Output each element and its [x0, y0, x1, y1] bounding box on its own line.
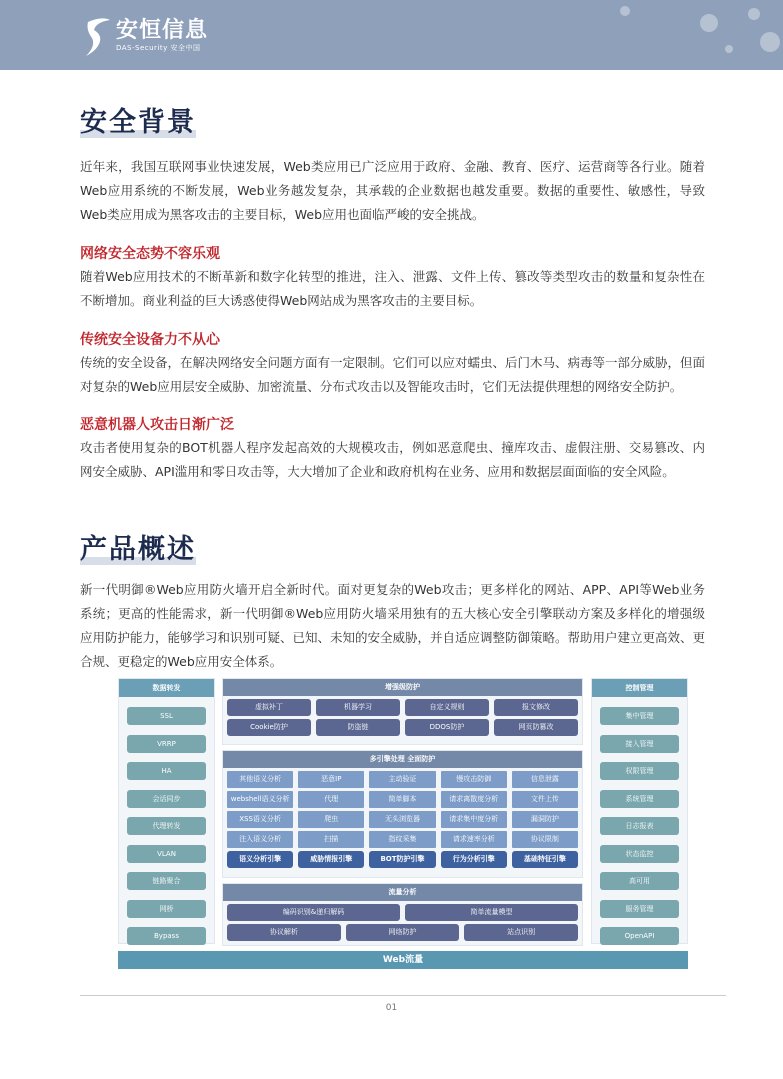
- engine-feature: 指纹采集: [369, 831, 435, 848]
- forwarding-item: Bypass: [127, 927, 206, 945]
- engine-feature: webshell语义分析: [227, 791, 293, 808]
- architecture-diagram: [118, 678, 688, 970]
- enhanced-item: 自定义规则: [405, 699, 489, 716]
- engine-feature: 信息泄露: [512, 771, 578, 788]
- enhanced-protection-box: [222, 678, 583, 745]
- management-item: 高可用: [600, 872, 679, 890]
- engine-feature: 协议限制: [512, 831, 578, 848]
- paragraph: 随着Web应用技术的不断革新和数字化转型的推进，注入、泄露、文件上传、篡改等类型攻击的数量和复杂性在不断增加。商业利益的巨大诱惑使得Web网站成为黑客攻击的主要目标。: [80, 269, 705, 308]
- flow-item: 简单流量模型: [405, 904, 578, 921]
- engine-feature: 请求离散度分析: [441, 791, 507, 808]
- engine-label: 威胁情报引擎: [298, 851, 364, 868]
- diagram-row: [223, 921, 582, 941]
- column-title: 控制管理: [592, 679, 687, 697]
- decor-bubble: [748, 8, 760, 20]
- enhanced-item: 报文修改: [494, 699, 578, 716]
- box-title: 多引擎处理 全面防护: [223, 751, 582, 768]
- page-header: [0, 0, 783, 70]
- engine-feature: 慢攻击防御: [441, 771, 507, 788]
- decor-bubble: [760, 32, 780, 52]
- background-intro: 近年来，我国互联网事业快速发展，Web类应用已广泛应用于政府、金融、教育、医疗、运营商等各行业。随着Web应用系统的不断发展，Web业务越发复杂，其承载的企业数据也越发重要。数据的重要性、敏感性，导致Web类应用成为黑客攻击的主要目标，Web应用也面临严峻的安全挑战。: [80, 159, 705, 222]
- diagram-row: [223, 828, 582, 848]
- enhanced-item: DDOS防护: [405, 719, 489, 736]
- forwarding-item: 代理转发: [127, 817, 206, 835]
- logo-text: 安恒信息: [116, 18, 209, 43]
- engine-feature: 注入语义分析: [227, 831, 293, 848]
- forwarding-item: 链路聚合: [127, 872, 206, 890]
- engine-feature: 恶意IP: [298, 771, 364, 788]
- subheading: 恶意机器人攻击日渐广泛: [80, 417, 234, 433]
- enhanced-item: 虚拟补丁: [227, 699, 311, 716]
- box-title: 增强级防护: [223, 679, 582, 696]
- flow-item: 网络防护: [346, 924, 460, 941]
- subheading: 传统安全设备力不从心: [80, 332, 220, 348]
- management-item: 权限管理: [600, 762, 679, 780]
- engine-feature: 无头浏览器: [369, 811, 435, 828]
- enhanced-item: Cookie防护: [227, 719, 311, 736]
- forwarding-item: VRRP: [127, 735, 206, 753]
- enhanced-item: 防盗链: [316, 719, 400, 736]
- engine-feature: 代理: [298, 791, 364, 808]
- page-number: 01: [385, 1003, 398, 1013]
- flow-item: 站点识别: [464, 924, 578, 941]
- engine-feature: 其他语义分析: [227, 771, 293, 788]
- diagram-row: [223, 808, 582, 828]
- management-item: 接入管理: [600, 735, 679, 753]
- logo-sub: 安全中国: [170, 44, 201, 52]
- enhanced-item: 机器学习: [316, 699, 400, 716]
- diagram-row: [223, 696, 582, 716]
- section-title-overview: 产品概述: [80, 527, 196, 566]
- logo-en: DAS-Security: [116, 44, 168, 52]
- management-item: 集中管理: [600, 707, 679, 725]
- forwarding-item: HA: [127, 762, 206, 780]
- management-item: 状态监控: [600, 845, 679, 863]
- control-management-column: [591, 678, 688, 944]
- engine-feature: 请求集中度分析: [441, 811, 507, 828]
- engine-label: 基础特征引擎: [512, 851, 578, 868]
- management-item: 服务管理: [600, 900, 679, 918]
- forwarding-item: 网桥: [127, 900, 206, 918]
- decor-bubble: [700, 14, 718, 32]
- box-title: 流量分析: [223, 884, 582, 901]
- footer-divider: [80, 995, 726, 996]
- engine-feature: 主动验证: [369, 771, 435, 788]
- engine-label: 语义分析引擎: [227, 851, 293, 868]
- decor-bubble: [620, 6, 630, 16]
- subheading: 网络安全态势不容乐观: [80, 246, 220, 262]
- forwarding-item: VLAN: [127, 845, 206, 863]
- engine-feature: 简单脚本: [369, 791, 435, 808]
- multi-engine-box: [222, 750, 583, 878]
- engine-feature: 扫描: [298, 831, 364, 848]
- engine-feature: 漏洞防护: [512, 811, 578, 828]
- data-forwarding-column: [118, 678, 215, 944]
- overview-paragraph: 新一代明御®Web应用防火墙开启全新时代。面对更复杂的Web攻击；更多样化的网站、APP、API等Web业务系统；更高的性能需求，新一代明御®Web应用防火墙采用独有的五大核心安全引擎联动方案及多样化的增强级应用防护能力，能够学习和识别可疑、已知、未知的安全威胁，并自适应调整防御策略。帮助用户建立更高效、更合规、更稳定的Web应用安全体系。: [80, 582, 706, 669]
- decor-bubble: [725, 45, 733, 53]
- logo-swirl-icon: [84, 16, 112, 56]
- engine-feature: 文件上传: [512, 791, 578, 808]
- section-title-background: 安全背景: [80, 100, 196, 139]
- diagram-row: [223, 848, 582, 868]
- traffic-analysis-box: [222, 883, 583, 946]
- engine-feature: XSS语义分析: [227, 811, 293, 828]
- paragraph: 传统的安全设备，在解决网络安全问题方面有一定限制。它们可以应对蠕虫、后门木马、病毒等一部分威胁，但面对复杂的Web应用层安全威胁、加密流量、分布式攻击以及智能攻击时，它们无法提供理想的网络安全防护。: [80, 355, 706, 394]
- engine-label: BOT防护引擎: [369, 851, 435, 868]
- flow-item: 编码识别&递归解码: [227, 904, 400, 921]
- diagram-row: [223, 716, 582, 736]
- forwarding-item: SSL: [127, 707, 206, 725]
- flow-item: 协议解析: [227, 924, 341, 941]
- forwarding-item: 会话同步: [127, 790, 206, 808]
- diagram-row: [223, 901, 582, 921]
- engine-feature: 爬虫: [298, 811, 364, 828]
- diagram-row: [223, 768, 582, 788]
- company-logo: [84, 16, 208, 56]
- paragraph: 攻击者使用复杂的BOT机器人程序发起高效的大规模攻击，例如恶意爬虫、撞库攻击、虚假注册、交易篡改、内网安全威胁、API滥用和零日攻击等，大大增加了企业和政府机构在业务、应用和数据层面面临的安全风险。: [80, 440, 705, 479]
- column-title: 数据转发: [119, 679, 214, 697]
- management-item: OpenAPI: [600, 927, 679, 945]
- management-item: 系统管理: [600, 790, 679, 808]
- engine-feature: 请求速率分析: [441, 831, 507, 848]
- diagram-row: [223, 788, 582, 808]
- engine-label: 行为分析引擎: [441, 851, 507, 868]
- enhanced-item: 网页防篡改: [494, 719, 578, 736]
- web-traffic-bar: Web流量: [118, 951, 688, 969]
- management-item: 日志报表: [600, 817, 679, 835]
